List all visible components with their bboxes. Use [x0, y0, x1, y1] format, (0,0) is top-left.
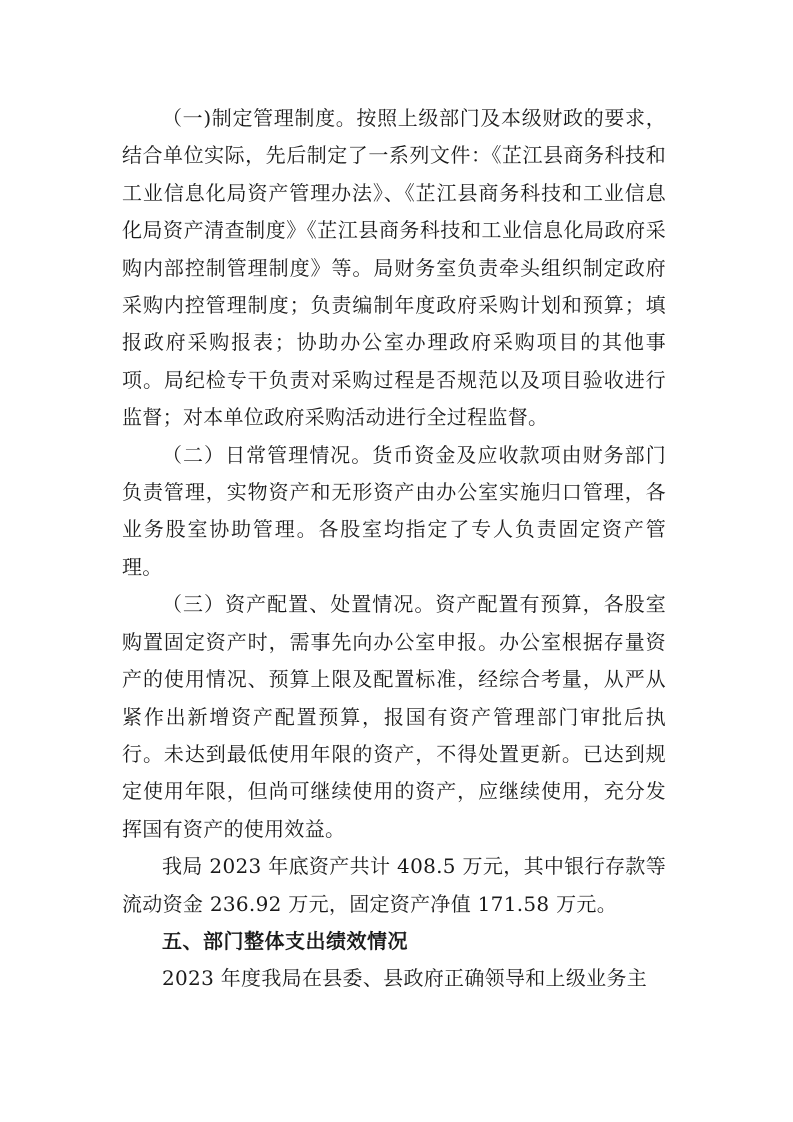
document-body [122, 100, 666, 998]
section-heading: 五、部门整体支出绩效情况 [162, 928, 408, 953]
paragraph-daily-management: （二）日常管理情况。货币资金及应收款项由财务部门负责管理，实物资产和无形资产由办公室实施归口管理，各业务股室协助管理。各股室均指定了专人负责固定资产管理。 [122, 442, 666, 579]
paragraph-asset-allocation: （三）资产配置、处置情况。资产配置有预算，各股室购置固定资产时，需事先向办公室申报。办公室根据存量资产的使用情况、预算上限及配置标准，经综合考量，从严从紧作出新增资产配置预算，报国有资产管理部门审批后执行。未达到最低使用年限的资产，不得处置更新。已达到规定使用年限，但尚可继续使用的资产，应继续使用，充分发挥国有资产的使用效益。 [122, 592, 666, 841]
paragraph-management-system: （一)制定管理制度。按照上级部门及本级财政的要求，结合单位实际，先后制定了一系列文件：《芷江县商务科技和工业信息化局资产管理办法》、《芷江县商务科技和工业信息化局资产清查制度》《芷江县商务科技和工业信息化局政府采购内部控制管理制度》等。局财务室负责牵头组织制定政府采购内控管理制度；负责编制年度政府采购计划和预算；填报政府采购报表；协助办公室办理政府采购项目的其他事项。局纪检专干负责对采购过程是否规范以及项目验收进行监督；对本单位政府采购活动进行全过程监督。 [122, 106, 666, 430]
paragraph-asset-totals: 我局 2023 年底资产共计 408.5 万元，其中银行存款等流动资金 236.92 万元，固定资产净值 171.58 万元。 [122, 854, 666, 916]
paragraph-closing: 2023 年度我局在县委、县政府正确领导和上级业务主 [162, 966, 648, 991]
